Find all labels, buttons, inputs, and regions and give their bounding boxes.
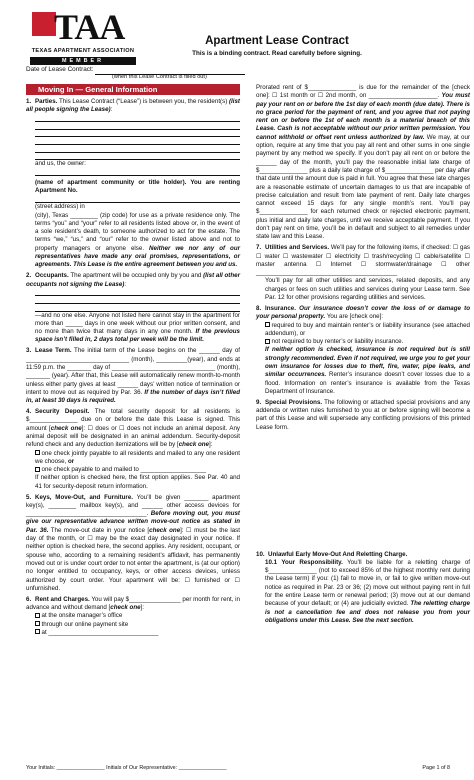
paragraph-reletting — [256, 551, 470, 626]
insurance-note — [256, 346, 470, 396]
option-label: required to buy and maintain renter’s or liability insurance (see attached addendum), or — [265, 321, 470, 337]
option-label: at ________________________________ — [41, 628, 159, 636]
rent-option-office — [26, 612, 240, 620]
paragraph-heading: Security Deposit. — [35, 408, 90, 416]
checkbox[interactable] — [35, 613, 40, 618]
insurance-option-not-required — [256, 338, 470, 346]
paragraph-heading: Parties. — [35, 98, 58, 105]
paragraph-text: ]: — [208, 441, 213, 449]
paragraph-emphasis: (list all people signing the Lease) — [26, 98, 240, 114]
right-column — [256, 84, 470, 628]
option-or: or — [68, 457, 75, 465]
insurance-option-required — [256, 322, 470, 339]
page-footer — [26, 765, 450, 772]
resident-line[interactable] — [35, 115, 240, 123]
occupants-text — [26, 312, 240, 345]
paragraph-number: 7. — [256, 244, 262, 252]
paragraph-text: You are [check one]: — [325, 313, 384, 321]
paragraph-emphasis: check one — [149, 526, 181, 534]
deposit-note: If neither option is checked here, the first option applies. See Par. 40 and 41 for security-deposit return information. — [35, 474, 240, 490]
paragraph-emphasis: check one — [178, 441, 209, 449]
resident-line[interactable] — [35, 153, 240, 161]
paragraph-text: You’ll be liable for a reletting charge of $______________ (not to exceed 85% of the highest monthly rent during the Lease term) if you: (1) fail to move in, or fail to give written move-out notice as required in Par. 23 or 36; (2) move out without paying rent in full for the entire Lease term or renewal period; (3) move out at our demand because of your default; or (4) are judicially evicted. — [265, 558, 470, 608]
checkbox[interactable] — [35, 621, 40, 626]
paragraph-emphasis: You must pay your rent on or before the 1st day of each month (due date). There is no grace period for the payment of rent, and you agree that not paying rent on or before the 1st of each month is a material breach of this Lease. Cash is not acceptable without our prior written permission. You cannot withhold or offset rent unless authorized by law. — [256, 92, 470, 141]
option-label: one check payable to and mailed to ___________________ — [41, 466, 206, 474]
association-name: TEXAS APARTMENT ASSOCIATION — [31, 48, 135, 54]
paragraph-text: : — [110, 106, 113, 114]
paragraph-text: : — [124, 280, 127, 288]
initials-line[interactable]: Your Initials: ________________ Initials of Our Representative: ________________ — [26, 765, 227, 771]
resident-line[interactable] — [35, 137, 240, 145]
paragraph-text: We may, at our option, require at any time that you pay all rent and other sums in one single payment by any method we specify. If you don’t pay all rent on or before the ______ day of the month, you’ll pay the reasonable initial late charge of $______________ plus a daily late charge of $______________ per day after that date until the amount due is paid in full. You agree that these late charges are a reasonable estimate of uncertain damages to us that are incapable of precise calculation and result from late payment of rent. Daily late charges cannot exceed 15 days for any single month’s rent. You’ll pay $______________ for each returned check or rejected electronic payment, plus initial and daily late charges, until we receive acceptable payment. If you don’t pay rent on time, you’ll be in default and subject to all remedies under state law and this Lease. — [256, 133, 470, 241]
paragraph-text: You will pay $_______________ per month for rent, in advance and without demand [ — [26, 595, 240, 612]
special-provisions-space[interactable] — [256, 432, 470, 548]
paragraph-number: 5. — [26, 493, 32, 501]
paragraph-text: The apartment will be occupied only by you and — [68, 272, 204, 280]
paragraph-number: 8. — [256, 304, 262, 312]
lease-date-label: Date of Lease Contract: — [26, 66, 94, 73]
paragraph-security-deposit — [26, 408, 240, 491]
paragraph-text: The move-out date in your notice [ — [48, 526, 150, 534]
occupant-line[interactable] — [35, 296, 240, 304]
paragraph-text: —and no one else. Anyone not listed here cannot stay in the apartment for more than _____ days in one week without our prior written consent, and no more than twice that many days in any one month. — [35, 311, 240, 336]
resident-line[interactable] — [35, 122, 240, 130]
paragraph-keys — [26, 494, 240, 594]
logo-mark: TAA — [54, 7, 125, 47]
paragraph-text: (city), Texas ________ (zip code) for use as a private residence only. The terms “you” and “your” refer to all residents listed above or, in the event of a sole resident’s death, to someone authorized to act for the estate. The terms “we,” “us,” and “our” refer to the owner listed above and not to property managers or anyone else. — [35, 211, 240, 252]
paragraph-rent-continued — [256, 84, 470, 242]
paragraph-heading: Special Provisions. — [265, 398, 323, 406]
refund-option-single — [26, 466, 240, 474]
checkbox[interactable] — [35, 467, 40, 472]
paragraph-heading: Rent and Charges. — [35, 595, 90, 603]
paragraph-number: 2. — [26, 272, 32, 280]
checkbox[interactable] — [35, 629, 40, 634]
city-text — [26, 212, 240, 270]
left-column — [26, 84, 240, 640]
paragraph-text: Prorated rent of $______________ is due for the remainder of the [check one]: ☐ 1st month or ☐ 2nd month, on ____________________. — [256, 84, 470, 100]
paragraph-emphasis: If the previous space isn’t filled in, 2 days total per week will be the limit. — [35, 328, 240, 344]
option-label: not required to buy renter’s or liability insurance. — [271, 338, 404, 346]
checkbox[interactable] — [35, 450, 40, 455]
paragraph-emphasis: Before moving out, you must give our representative advance written move-out notice as stated in Par. 36. — [26, 510, 240, 534]
paragraph-number: 9. — [256, 398, 262, 406]
paragraph-emphasis: (list all other occupants not signing the Lease) — [26, 272, 240, 288]
document-subtitle: This is a binding contract. Read carefully before signing. — [192, 50, 362, 57]
subsection-heading: Your Responsibility. — [281, 558, 343, 566]
paragraph-emphasis: If the number of days isn’t filled in, at least 30 days is required. — [26, 388, 240, 405]
street-label: (street address) in — [35, 203, 85, 211]
paragraph-parties — [26, 98, 240, 270]
owner-label: and us, the owner: — [35, 160, 86, 168]
paragraph-text: The following or attached special provisions and any addenda or written rules furnished to you at or before signing will become a part of this Lease and will supersede any conflicting provisions of this printed Lease form. — [256, 398, 470, 431]
reletting-responsibility — [256, 559, 470, 625]
paragraph-rent — [26, 596, 240, 637]
star-emblem-icon — [32, 12, 56, 36]
option-label: at the onsite manager’s office — [41, 612, 123, 620]
occupant-line[interactable] — [35, 289, 240, 297]
paragraph-emphasis: The reletting charge is not a cancellation fee and does not release you from your obligations under this Lease. See the next section. — [265, 600, 471, 624]
paragraph-number: 3. — [26, 347, 32, 355]
paragraph-text: ]: ☐ must be the last day of the month, or ☐ may be the exact day designated in your notice. If neither option is checked here, the second applies. Any resident, occupant, or spouse who, according to a remaining resident’s affidavit, has permanently moved out or is under court order to not enter the apartment, is (at our option) no longer entitled to occupancy, keys, or other access devices, unless authorized by court order. Your apartment will be: ☐ furnished or ☐ unfurnished. — [26, 526, 240, 592]
rent-option-other — [26, 629, 240, 637]
rent-option-online — [26, 621, 240, 629]
paragraph-number: 10. — [256, 550, 265, 558]
street-line[interactable] — [35, 196, 240, 204]
apartment-name-text: (name of apartment community or title holder). You are renting Apartment No. — [35, 179, 240, 195]
paragraph-heading: Keys, Move-Out, and Furniture. — [35, 493, 133, 501]
option-label: through our online payment site — [41, 620, 129, 628]
paragraph-text: This Lease Contract (“Lease”) is between you, the resident(s) — [57, 98, 229, 105]
paragraph-text: Renter’s insurance doesn’t cover losses due to a flood. Information on renter’s insurance is available from the Texas Department of Insurance. — [265, 371, 470, 395]
subsection-number: 10.1 — [265, 558, 278, 566]
paragraph-number: 4. — [26, 408, 32, 416]
paragraph-number: 6. — [26, 595, 32, 603]
paragraph-text: ]: ☐ does or ☐ does not include an animal deposit. Any animal deposit will be designated in an animal addendum. Security-deposit refund check and any deduction itemizations will be by [ — [26, 424, 241, 449]
paragraph-heading: Unlawful Early Move-Out And Reletting Charge. — [268, 550, 408, 558]
paragraph-lease-term — [26, 347, 240, 405]
paragraph-heading: Utilities and Services. — [265, 244, 330, 252]
resident-line[interactable] — [35, 130, 240, 138]
paragraph-insurance — [256, 305, 470, 396]
paragraph-heading: Occupants. — [35, 272, 69, 280]
paragraph-emphasis: Our insurance doesn’t cover the loss of or damage to your personal property. — [256, 304, 470, 321]
paragraph-text: The initial term of the Lease begins on the ______ day of ______________________________ (month), _________(year), and ends at 11:59 p.m. the _______ day of ______________________________ (month), _______ (year). After that, this Lease will automatically renew month-to-month unless either party gives at least ______ days’ written notice of termination or intent to move out as required by Par. 36. — [26, 347, 240, 396]
lease-date-note: (when this Lease Contract is filled out) — [112, 74, 207, 80]
owner-line[interactable] — [35, 168, 240, 176]
refund-option-joint — [26, 450, 240, 467]
section-banner: Moving In — General Information — [26, 84, 240, 95]
paragraph-heading: Lease Term. — [35, 347, 72, 355]
paragraph-emphasis: check one — [110, 604, 141, 612]
paragraph-text: The total security deposit for all residents is $______________ due on or before the date this Lease is signed. This amount [ — [26, 408, 241, 432]
page-number: Page 1 of 8 — [422, 765, 450, 771]
paragraph-occupants — [26, 272, 240, 345]
paragraph-emphasis: check one — [50, 424, 82, 432]
utilities-text: You’ll pay for all other utilities and services, related deposits, and any charges or fees on such utilities and services during your Lease term. See Par. 12 for other provisions regarding utilities and services. — [265, 277, 470, 302]
paragraph-text: We’ll pay for the following items, if checked: ☐ gas ☐ water ☐ wastewater ☐ electricity ☐ trash/recycling ☐ cable/satellite ☐ master antenna ☐ Internet ☐ stormwater/drainage ☐ other _________________________________________ — [256, 244, 471, 277]
document-title: Apartment Lease Contract — [205, 35, 349, 47]
option-label: one check jointly payable to all residents and mailed to any one resident we choose, — [35, 449, 240, 465]
resident-line[interactable] — [35, 145, 240, 153]
checkbox[interactable] — [265, 322, 270, 327]
paragraph-heading: Insurance. — [265, 304, 296, 312]
checkbox[interactable] — [265, 339, 270, 344]
paragraph-text: ]: — [140, 604, 144, 612]
paragraph-text: You’ll be given _______ apartment key(s), ________ mailbox key(s), and ______ other access devices for ___________________________________. — [26, 493, 241, 518]
paragraph-utilities — [256, 244, 470, 302]
member-bar: MEMBER — [30, 57, 136, 65]
taa-logo — [24, 8, 142, 66]
paragraph-special-provisions — [256, 399, 470, 548]
paragraph-emphasis: Neither we nor any of our representatives have made any oral promises, representations, or agreements. This Lease is the entire agreement between you and us. — [35, 244, 241, 269]
document-header — [0, 0, 474, 86]
paragraph-emphasis: If neither option is checked, insurance is not required but is still strongly recommended. Even if not required, we urge you to get your own insurance for losses due to theft, fire, water, pipe leaks, and similar occurrences. — [265, 346, 470, 379]
paragraph-number: 1. — [26, 98, 32, 105]
occupant-line[interactable] — [35, 304, 240, 312]
